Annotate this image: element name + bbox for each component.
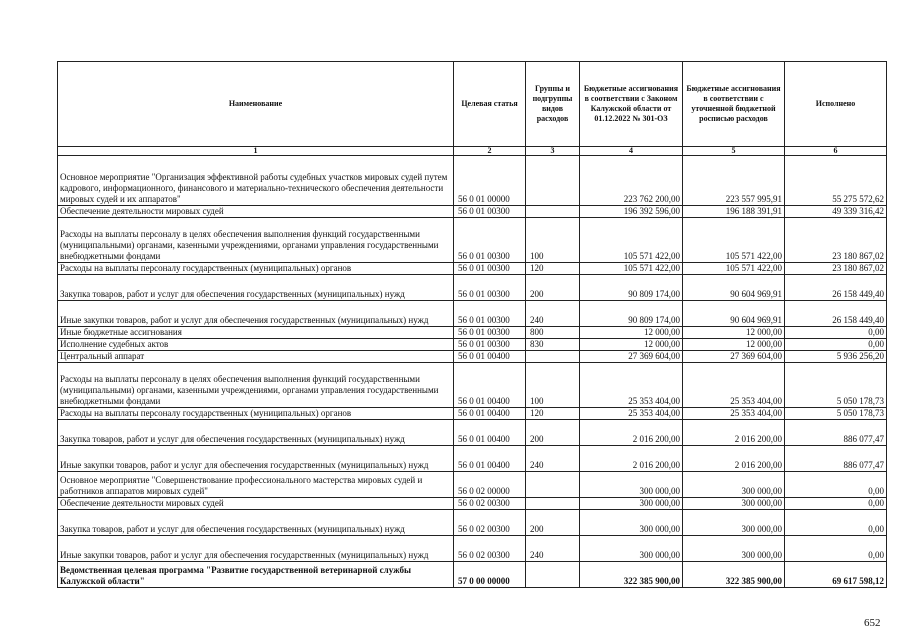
row-budget-refined: 12 000,00 — [683, 339, 785, 351]
row-group-code — [526, 498, 580, 510]
row-target-code: 56 0 01 00300 — [454, 327, 526, 339]
table-row — [58, 206, 887, 218]
column-number: 2 — [454, 147, 526, 156]
row-budget-law: 223 762 200,00 — [580, 156, 683, 206]
row-executed: 0,00 — [785, 498, 887, 510]
row-executed: 5 050 178,73 — [785, 363, 887, 408]
row-budget-refined: 105 571 422,00 — [683, 218, 785, 263]
row-name: Иные закупки товаров, работ и услуг для обеспечения государственных (муниципальных) нужд — [58, 536, 454, 562]
row-executed: 886 077,47 — [785, 446, 887, 472]
table-row — [58, 472, 887, 498]
row-group-code: 240 — [526, 301, 580, 327]
row-name: Основное мероприятие "Организация эффективной работы судебных участков мировых судей путем кадрового, информационного, финансового и материально-технического обеспечения деятельности мировых судей и их аппаратов" — [58, 156, 454, 206]
row-budget-refined: 27 369 604,00 — [683, 351, 785, 363]
row-name: Расходы на выплаты персоналу в целях обеспечения выполнения функций государственными (муниципальными) органами, казенными учреждениями, органами управления государственными внебюджетными фондами — [58, 363, 454, 408]
row-group-code: 200 — [526, 275, 580, 301]
table-row — [58, 301, 887, 327]
row-name: Ведомственная целевая программа "Развитие государственной ветеринарной службы Калужской области" — [58, 562, 454, 588]
table-row — [58, 446, 887, 472]
row-executed: 0,00 — [785, 472, 887, 498]
header-group: Группы и подгруппы видов расходов — [526, 62, 580, 147]
row-target-code: 56 0 02 00300 — [454, 498, 526, 510]
row-budget-refined: 300 000,00 — [683, 498, 785, 510]
row-budget-refined: 196 188 391,91 — [683, 206, 785, 218]
row-budget-refined: 25 353 404,00 — [683, 363, 785, 408]
row-group-code: 200 — [526, 420, 580, 446]
row-budget-law: 25 353 404,00 — [580, 363, 683, 408]
row-executed: 5 936 256,20 — [785, 351, 887, 363]
row-target-code: 56 0 01 00300 — [454, 263, 526, 275]
table-row — [58, 327, 887, 339]
row-executed: 23 180 867,02 — [785, 263, 887, 275]
row-budget-refined: 90 604 969,91 — [683, 301, 785, 327]
row-budget-refined: 300 000,00 — [683, 536, 785, 562]
row-budget-refined: 322 385 900,00 — [683, 562, 785, 588]
row-executed: 49 339 316,42 — [785, 206, 887, 218]
row-name: Основное мероприятие "Совершенствование профессионального мастерства мировых судей и работников аппаратов мировых судей" — [58, 472, 454, 498]
row-group-code — [526, 206, 580, 218]
row-name: Расходы на выплаты персоналу государственных (муниципальных) органов — [58, 263, 454, 275]
row-group-code — [526, 472, 580, 498]
row-group-code: 100 — [526, 363, 580, 408]
row-budget-law: 300 000,00 — [580, 536, 683, 562]
column-number: 6 — [785, 147, 887, 156]
table-row — [58, 351, 887, 363]
budget-table — [57, 61, 887, 588]
row-executed: 886 077,47 — [785, 420, 887, 446]
row-target-code: 56 0 01 00400 — [454, 446, 526, 472]
row-budget-refined: 2 016 200,00 — [683, 446, 785, 472]
row-name: Иные закупки товаров, работ и услуг для обеспечения государственных (муниципальных) нужд — [58, 301, 454, 327]
table-row — [58, 408, 887, 420]
row-name: Закупка товаров, работ и услуг для обеспечения государственных (муниципальных) нужд — [58, 275, 454, 301]
row-group-code: 120 — [526, 263, 580, 275]
column-number-row — [58, 147, 887, 156]
row-budget-refined: 90 604 969,91 — [683, 275, 785, 301]
header-target: Целевая статья — [454, 62, 526, 147]
row-target-code: 56 0 01 00300 — [454, 301, 526, 327]
column-number: 5 — [683, 147, 785, 156]
row-budget-law: 300 000,00 — [580, 498, 683, 510]
row-name: Обеспечение деятельности мировых судей — [58, 206, 454, 218]
column-number: 1 — [58, 147, 454, 156]
table-body — [58, 156, 887, 588]
row-group-code — [526, 562, 580, 588]
row-budget-law: 105 571 422,00 — [580, 218, 683, 263]
row-name: Обеспечение деятельности мировых судей — [58, 498, 454, 510]
row-target-code: 56 0 01 00400 — [454, 408, 526, 420]
header-budget-refined: Бюджетные ассигнования в соответствии с уточненной бюджетной росписью расходов — [683, 62, 785, 147]
row-target-code: 57 0 00 00000 — [454, 562, 526, 588]
row-group-code: 240 — [526, 536, 580, 562]
table-row — [58, 536, 887, 562]
row-budget-refined: 300 000,00 — [683, 472, 785, 498]
row-budget-refined: 12 000,00 — [683, 327, 785, 339]
row-name: Закупка товаров, работ и услуг для обеспечения государственных (муниципальных) нужд — [58, 510, 454, 536]
row-group-code: 200 — [526, 510, 580, 536]
row-budget-refined: 300 000,00 — [683, 510, 785, 536]
row-target-code: 56 0 01 00300 — [454, 218, 526, 263]
header-row — [58, 62, 887, 147]
row-executed: 0,00 — [785, 536, 887, 562]
row-target-code: 56 0 02 00000 — [454, 472, 526, 498]
row-target-code: 56 0 01 00000 — [454, 156, 526, 206]
row-name: Иные бюджетные ассигнования — [58, 327, 454, 339]
table-row — [58, 510, 887, 536]
row-executed: 26 158 449,40 — [785, 301, 887, 327]
table-row — [58, 156, 887, 206]
table-row — [58, 498, 887, 510]
row-budget-law: 300 000,00 — [580, 472, 683, 498]
header-budget-law: Бюджетные ассигнования в соответствии с Законом Калужской области от 01.12.2022 № 301-ОЗ — [580, 62, 683, 147]
row-group-code: 830 — [526, 339, 580, 351]
row-group-code: 240 — [526, 446, 580, 472]
row-executed: 0,00 — [785, 327, 887, 339]
row-budget-law: 322 385 900,00 — [580, 562, 683, 588]
row-executed: 55 275 572,62 — [785, 156, 887, 206]
row-budget-refined: 2 016 200,00 — [683, 420, 785, 446]
row-target-code: 56 0 01 00400 — [454, 351, 526, 363]
table-row — [58, 275, 887, 301]
row-name: Расходы на выплаты персоналу в целях обеспечения выполнения функций государственными (муниципальными) органами, казенными учреждениями, органами управления государственными внебюджетными фондами — [58, 218, 454, 263]
row-executed: 26 158 449,40 — [785, 275, 887, 301]
row-budget-law: 12 000,00 — [580, 327, 683, 339]
row-group-code — [526, 156, 580, 206]
row-budget-law: 105 571 422,00 — [580, 263, 683, 275]
row-budget-law: 90 809 174,00 — [580, 275, 683, 301]
row-name: Исполнение судебных актов — [58, 339, 454, 351]
row-group-code: 800 — [526, 327, 580, 339]
row-target-code: 56 0 01 00300 — [454, 275, 526, 301]
table-row — [58, 363, 887, 408]
row-executed: 69 617 598,12 — [785, 562, 887, 588]
row-name: Расходы на выплаты персоналу государственных (муниципальных) органов — [58, 408, 454, 420]
row-budget-law: 2 016 200,00 — [580, 420, 683, 446]
row-executed: 0,00 — [785, 510, 887, 536]
row-budget-law: 196 392 596,00 — [580, 206, 683, 218]
header-executed: Исполнено — [785, 62, 887, 147]
table-row — [58, 263, 887, 275]
column-number: 4 — [580, 147, 683, 156]
table-row — [58, 420, 887, 446]
table-row — [58, 218, 887, 263]
row-budget-refined: 223 557 995,91 — [683, 156, 785, 206]
row-budget-law: 90 809 174,00 — [580, 301, 683, 327]
row-group-code — [526, 351, 580, 363]
row-executed: 23 180 867,02 — [785, 218, 887, 263]
table-row — [58, 339, 887, 351]
column-number: 3 — [526, 147, 580, 156]
row-name: Иные закупки товаров, работ и услуг для обеспечения государственных (муниципальных) нужд — [58, 446, 454, 472]
header-name: Наименование — [58, 62, 454, 147]
row-target-code: 56 0 01 00400 — [454, 420, 526, 446]
row-budget-law: 27 369 604,00 — [580, 351, 683, 363]
row-target-code: 56 0 01 00300 — [454, 339, 526, 351]
row-executed: 5 050 178,73 — [785, 408, 887, 420]
row-budget-law: 12 000,00 — [580, 339, 683, 351]
page-number: 652 — [864, 617, 881, 629]
row-target-code: 56 0 01 00400 — [454, 363, 526, 408]
row-group-code: 120 — [526, 408, 580, 420]
row-budget-refined: 25 353 404,00 — [683, 408, 785, 420]
row-executed: 0,00 — [785, 339, 887, 351]
row-name: Центральный аппарат — [58, 351, 454, 363]
row-group-code: 100 — [526, 218, 580, 263]
row-target-code: 56 0 02 00300 — [454, 536, 526, 562]
row-target-code: 56 0 02 00300 — [454, 510, 526, 536]
row-budget-law: 300 000,00 — [580, 510, 683, 536]
row-budget-law: 2 016 200,00 — [580, 446, 683, 472]
row-name: Закупка товаров, работ и услуг для обеспечения государственных (муниципальных) нужд — [58, 420, 454, 446]
row-target-code: 56 0 01 00300 — [454, 206, 526, 218]
table-row — [58, 562, 887, 588]
row-budget-refined: 105 571 422,00 — [683, 263, 785, 275]
row-budget-law: 25 353 404,00 — [580, 408, 683, 420]
